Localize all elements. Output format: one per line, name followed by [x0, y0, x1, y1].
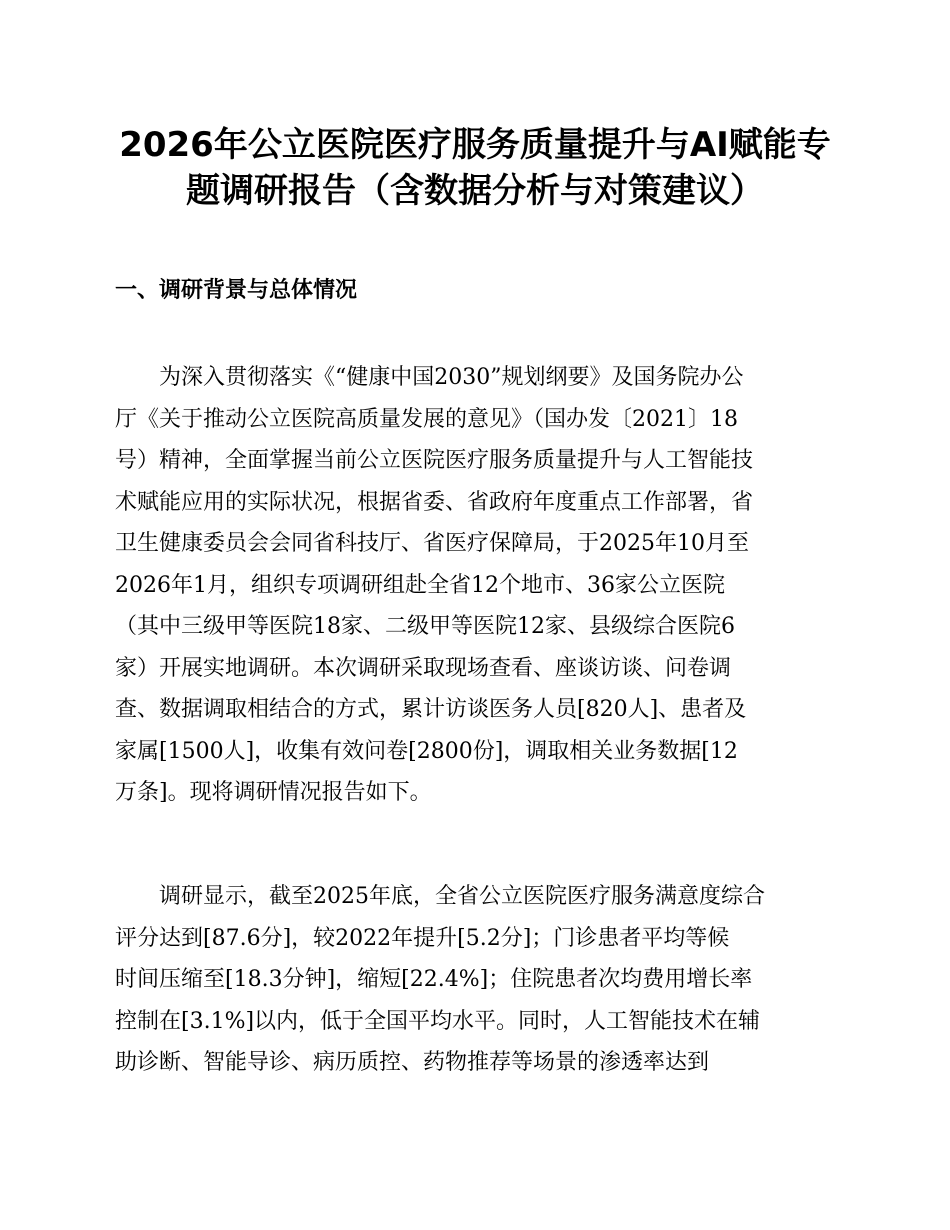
text-line: 时间压缩至[18.3分钟]，缩短[22.4%]；住院患者次均费用增长率: [115, 967, 753, 992]
document-title: [100, 122, 850, 214]
text-line: 评分达到[87.6分]，较2022年提升[5.2分]；门诊患者平均等候: [115, 925, 730, 951]
text-line: 术赋能应用的实际状况，根据省委、省政府年度重点工作部署，省: [115, 489, 754, 515]
paragraph-findings: [115, 876, 835, 1084]
text-line: 助诊断、智能导诊、病历质控、药物推荐等场景的渗透率达到: [115, 1050, 710, 1075]
text-line: 家属[1500人]，收集有效问卷[2800份]，调取相关业务数据[12: [115, 738, 738, 764]
text-line: 调研显示，截至2025年底，全省公立医院医疗服务满意度综合: [115, 884, 765, 909]
text-line: 厅《关于推动公立医院高质量发展的意见》（国办发〔2021〕18: [115, 406, 738, 432]
title-line: 题调研报告（含数据分析与对策建议）: [186, 171, 764, 211]
paragraph-background: [115, 357, 835, 814]
text-line: 卫生健康委员会会同省科技厅、省医疗保障局，于2025年10月至: [115, 531, 749, 556]
text-line: 号）精神，全面掌握当前公立医院医疗服务质量提升与人工智能技: [115, 448, 754, 473]
text-line: 为深入贯彻落实《“健康中国2030”规划纲要》及国务院办公: [115, 365, 744, 390]
text-line: （其中三级甲等医院18家、二级甲等医院12家、县级综合医院6: [115, 614, 735, 639]
text-line: 查、数据调取相结合的方式，累计访谈医务人员[820人]、患者及: [115, 697, 747, 722]
text-line: 万条]。现将调研情况报告如下。: [115, 780, 432, 805]
text-line: 2026年1月，组织专项调研组赴全省12个地市、36家公立医院: [115, 572, 725, 598]
section-heading: 一、调研背景与总体情况: [115, 278, 358, 303]
title-line: 2026年公立医院医疗服务质量提升与AI赋能专: [119, 125, 831, 165]
text-line: 家）开展实地调研。本次调研采取现场查看、座谈访谈、问卷调: [115, 655, 732, 681]
text-line: 控制在[3.1%]以内，低于全国平均水平。同时，人工智能技术在辅: [115, 1008, 761, 1034]
